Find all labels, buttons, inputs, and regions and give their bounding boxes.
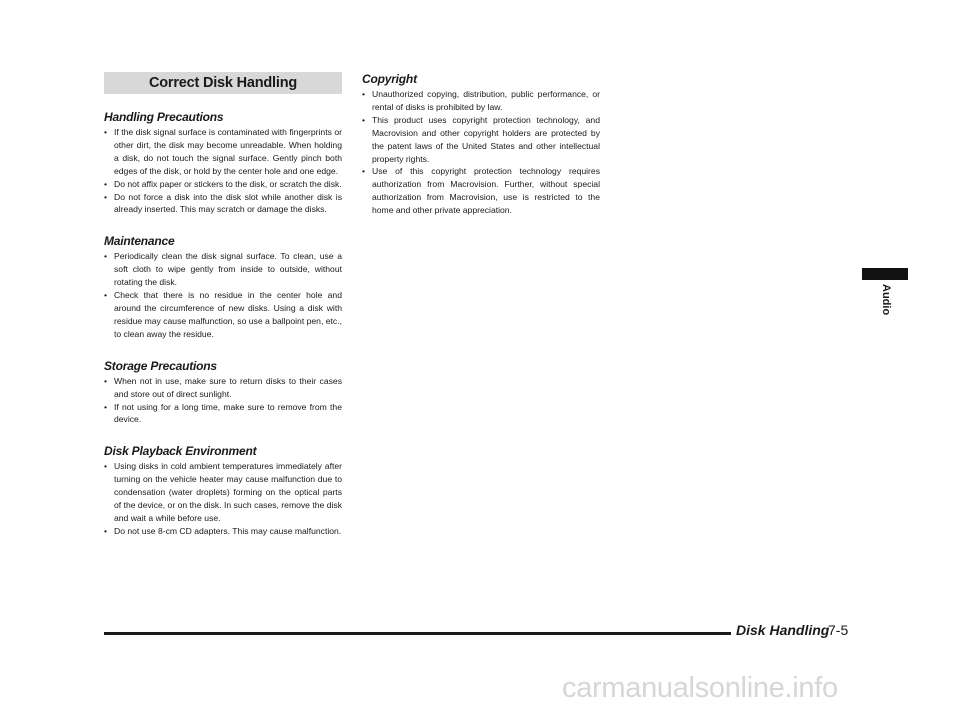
chapter-tab-marker [862,268,908,280]
bullet-list [362,88,600,217]
copyright-section [362,72,600,217]
left-column [104,72,342,556]
footer-chapter-title: Disk Handling [736,622,830,638]
section-heading: Disk Playback Environment [104,444,257,459]
bullet-list [104,250,342,340]
list-item: • Do not force a disk into the disk slot while another disk is already inserted. This may scratch or damage the disks. [104,191,342,217]
footer-rule [104,632,731,635]
list-item: • Using disks in cold ambient temperatures immediately after turning on the vehicle heater may cause malfunction due to condensation (water droplets) forming on the optical parts of the device, or on the disk. In such cases, remove the disk and wait a while before use. [104,460,342,525]
list-item: • If the disk signal surface is contaminated with fingerprints or other dirt, the disk may become unreadable. When holding a disk, do not touch the signal surface. Gently pinch both edges of the disk, or hold by the center hole and one edge. [104,126,342,178]
maintenance-section [104,234,342,340]
section-heading: Copyright [362,72,417,86]
list-item: • Use of this copyright protection technology requires authorization from Macrovision. Further, without special authorization from Macrovision, use is restricted to the home and other private appreciation. [362,165,600,217]
section-heading: Storage Precautions [104,358,217,373]
storage-precautions-section [104,359,342,427]
bullet-list [104,126,342,216]
right-column [362,72,600,217]
page-number: 7-5 [828,622,849,638]
handling-precautions-section [104,110,342,216]
list-item: • When not in use, make sure to return disks to their cases and store out of direct sunlight. [104,375,342,401]
list-item: • Do not use 8-cm CD adapters. This may cause malfunction. [104,525,342,538]
list-item: • Unauthorized copying, distribution, public performance, or rental of disks is prohibited by law. [362,88,600,114]
bullet-list [104,460,342,537]
list-item: • Periodically clean the disk signal surface. To clean, use a soft cloth to wipe gently from inside to outside, without rotating the disk. [104,250,342,289]
list-item: • This product uses copyright protection technology, and Macrovision and other copyright holders are protected by the patent laws of the United States and other intellectual property rights. [362,114,600,166]
list-item: • Do not affix paper or stickers to the disk, or scratch the disk. [104,178,342,191]
list-item: • If not using for a long time, make sure to remove from the device. [104,401,342,427]
list-item: • Check that there is no residue in the center hole and around the circumference of new disks. Using a disk with residue may cause malfunction, so use a ballpoint pen, etc., to clean away the residue. [104,289,342,341]
disk-playback-environment-section [104,444,342,537]
section-heading: Handling Precautions [104,110,224,124]
section-heading: Maintenance [104,234,175,249]
watermark: carmanualsonline.info [562,672,838,704]
chapter-tab-label: Audio [880,284,892,316]
section-banner: Correct Disk Handling [104,72,342,94]
bullet-list [104,375,342,427]
